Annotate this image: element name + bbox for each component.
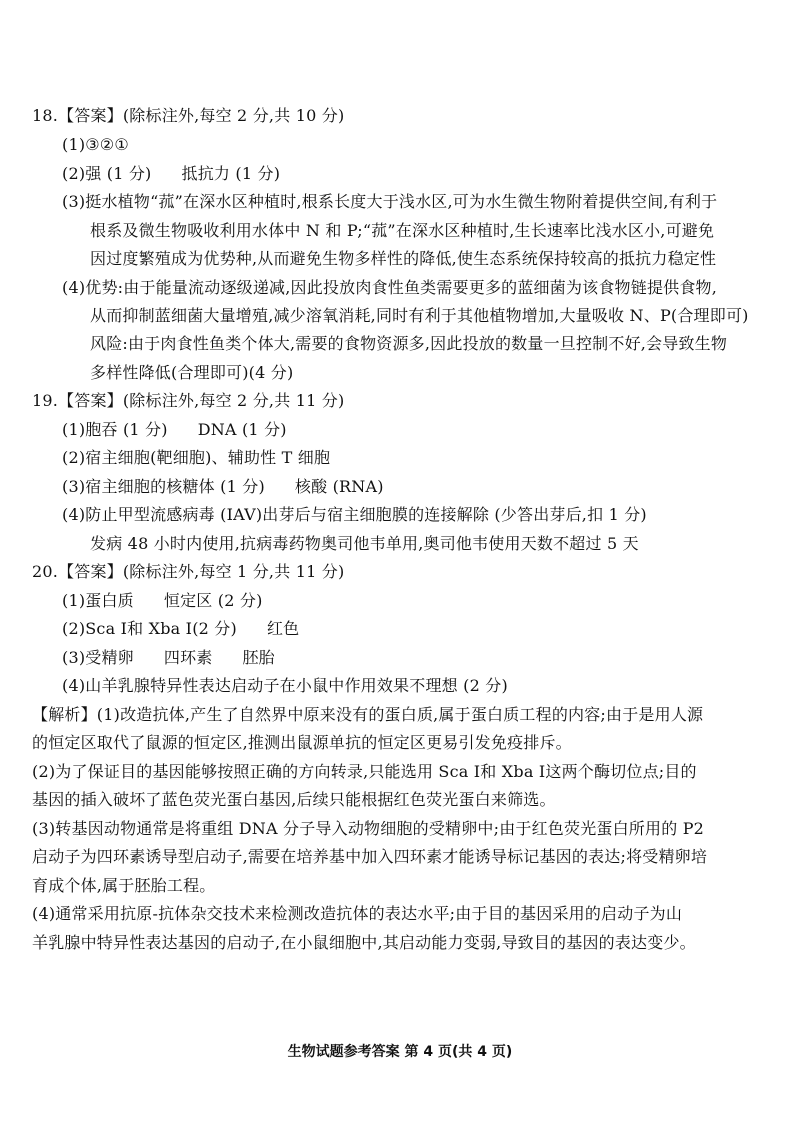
q20-answer-3 (62, 648, 275, 668)
q20-analysis-line5: (3)转基因动物通常是将重组 DNA 分子导入动物细胞的受精卵中;由于红色荧光蛋白所用的 P2 (32, 819, 705, 838)
q20-answer-2 (62, 619, 299, 639)
q18-answer-3-line2: 根系及微生物吸收利用水体中 N 和 P;“菰”在深水区种植时,生长速率比浅水区小,可避免 (90, 221, 715, 240)
q20-analysis-line1: 【解析】(1)改造抗体,产生了自然界中原来没有的蛋白质,属于蛋白质工程的内容;由于是用人源 (32, 705, 704, 724)
q19-header: 19.【答案】(除标注外,每空 2 分,共 11 分) (32, 391, 345, 410)
q20-analysis-line7: 育成个体,属于胚胎工程。 (32, 876, 216, 895)
q20-analysis-line3: (2)为了保证目的基因能够按照正确的方向转录,只能选用 Sca Ⅰ和 Xba Ⅰ这两个酶切位点;目的 (32, 762, 697, 781)
q19-answer-1-part2: DNA (1 分) (197, 420, 287, 439)
q19-answer-4-line1: (4)防止甲型流感病毒 (IAV)出芽后与宿主细胞膜的连接解除 (少答出芽后,扣 1 分) (62, 505, 647, 524)
q20-analysis-line4: 基因的插入破坏了蓝色荧光蛋白基因,后续只能根据红色荧光蛋白来筛选。 (32, 790, 556, 809)
q20-answer-2-part1: (2)Sca Ⅰ和 Xba Ⅰ(2 分) (62, 619, 237, 638)
q20-analysis-line2: 的恒定区取代了鼠源的恒定区,推测出鼠源单抗的恒定区更易引发免疫排斥。 (32, 733, 572, 752)
q20-answer-3-part1: (3)受精卵 (62, 648, 134, 667)
q18-answer-4-line1: (4)优势:由于能量流动逐级递减,因此投放肉食性鱼类需要更多的蓝细菌为该食物链提供食物, (62, 278, 718, 297)
q19-answer-1 (62, 420, 287, 440)
q19-answer-2: (2)宿主细胞(靶细胞)、辅助性 T 细胞 (62, 448, 331, 467)
q20-answer-1-part2: 恒定区 (2 分) (163, 591, 263, 610)
q20-answer-3-part2: 四环素 (163, 648, 213, 667)
q18-answer-4-line2: 从而抑制蓝细菌大量增殖,减少溶氧消耗,同时有利于其他植物增加,大量吸收 N、P(合理即可) (90, 306, 749, 325)
q19-answer-3-part2: 核酸 (RNA) (294, 477, 384, 496)
q20-answer-4: (4)山羊乳腺特异性表达启动子在小鼠中作用效果不理想 (2 分) (62, 676, 508, 695)
q18-answer-4-line3: 风险:由于肉食性鱼类个体大,需要的食物资源多,因此投放的数量一旦控制不好,会导致生物 (90, 334, 728, 353)
q20-answer-2-part2: 红色 (266, 619, 300, 638)
q18-header: 18.【答案】(除标注外,每空 2 分,共 10 分) (32, 106, 345, 125)
page-footer: 生物试题参考答案 第 4 页(共 4 页) (287, 1044, 513, 1060)
q20-analysis-line6: 启动子为四环素诱导型启动子,需要在培养基中加入四环素才能诱导标记基因的表达;将受精卵培 (32, 847, 708, 866)
q18-answer-3-line3: 因过度繁殖成为优势种,从而避免生物多样性的降低,使生态系统保持较高的抵抗力稳定性 (90, 249, 717, 268)
q19-answer-1-part1: (1)胞吞 (1 分) (62, 420, 168, 439)
q20-answer-1 (62, 591, 263, 611)
q18-answer-2-part2: 抵抗力 (1 分) (181, 164, 281, 183)
q20-analysis-line8: (4)通常采用抗原-抗体杂交技术来检测改造抗体的表达水平;由于目的基因采用的启动子为山 (32, 904, 683, 923)
q20-answer-3-part3: 胚胎 (242, 648, 275, 667)
q19-answer-4-line2: 发病 48 小时内使用,抗病毒药物奥司他韦单用,奥司他韦使用天数不超过 5 天 (90, 534, 639, 553)
q18-answer-2 (62, 164, 280, 184)
q20-analysis-line9: 羊乳腺中特异性表达基因的启动子,在小鼠细胞中,其启动能力变弱,导致目的基因的表达变少。 (32, 933, 696, 952)
q18-answer-4-line4: 多样性降低(合理即可)(4 分) (90, 363, 294, 382)
q18-answer-1: (1)③②① (62, 135, 129, 154)
q18-answer-3-line1: (3)挺水植物“菰”在深水区种植时,根系长度大于浅水区,可为水生微生物附着提供空间,有利于 (62, 192, 718, 211)
q20-header: 20.【答案】(除标注外,每空 1 分,共 11 分) (32, 562, 345, 581)
q19-answer-3-part1: (3)宿主细胞的核糖体 (1 分) (62, 477, 265, 496)
q20-answer-1-part1: (1)蛋白质 (62, 591, 134, 610)
q18-answer-2-part1: (2)强 (1 分) (62, 164, 152, 183)
q19-answer-3 (62, 477, 384, 497)
